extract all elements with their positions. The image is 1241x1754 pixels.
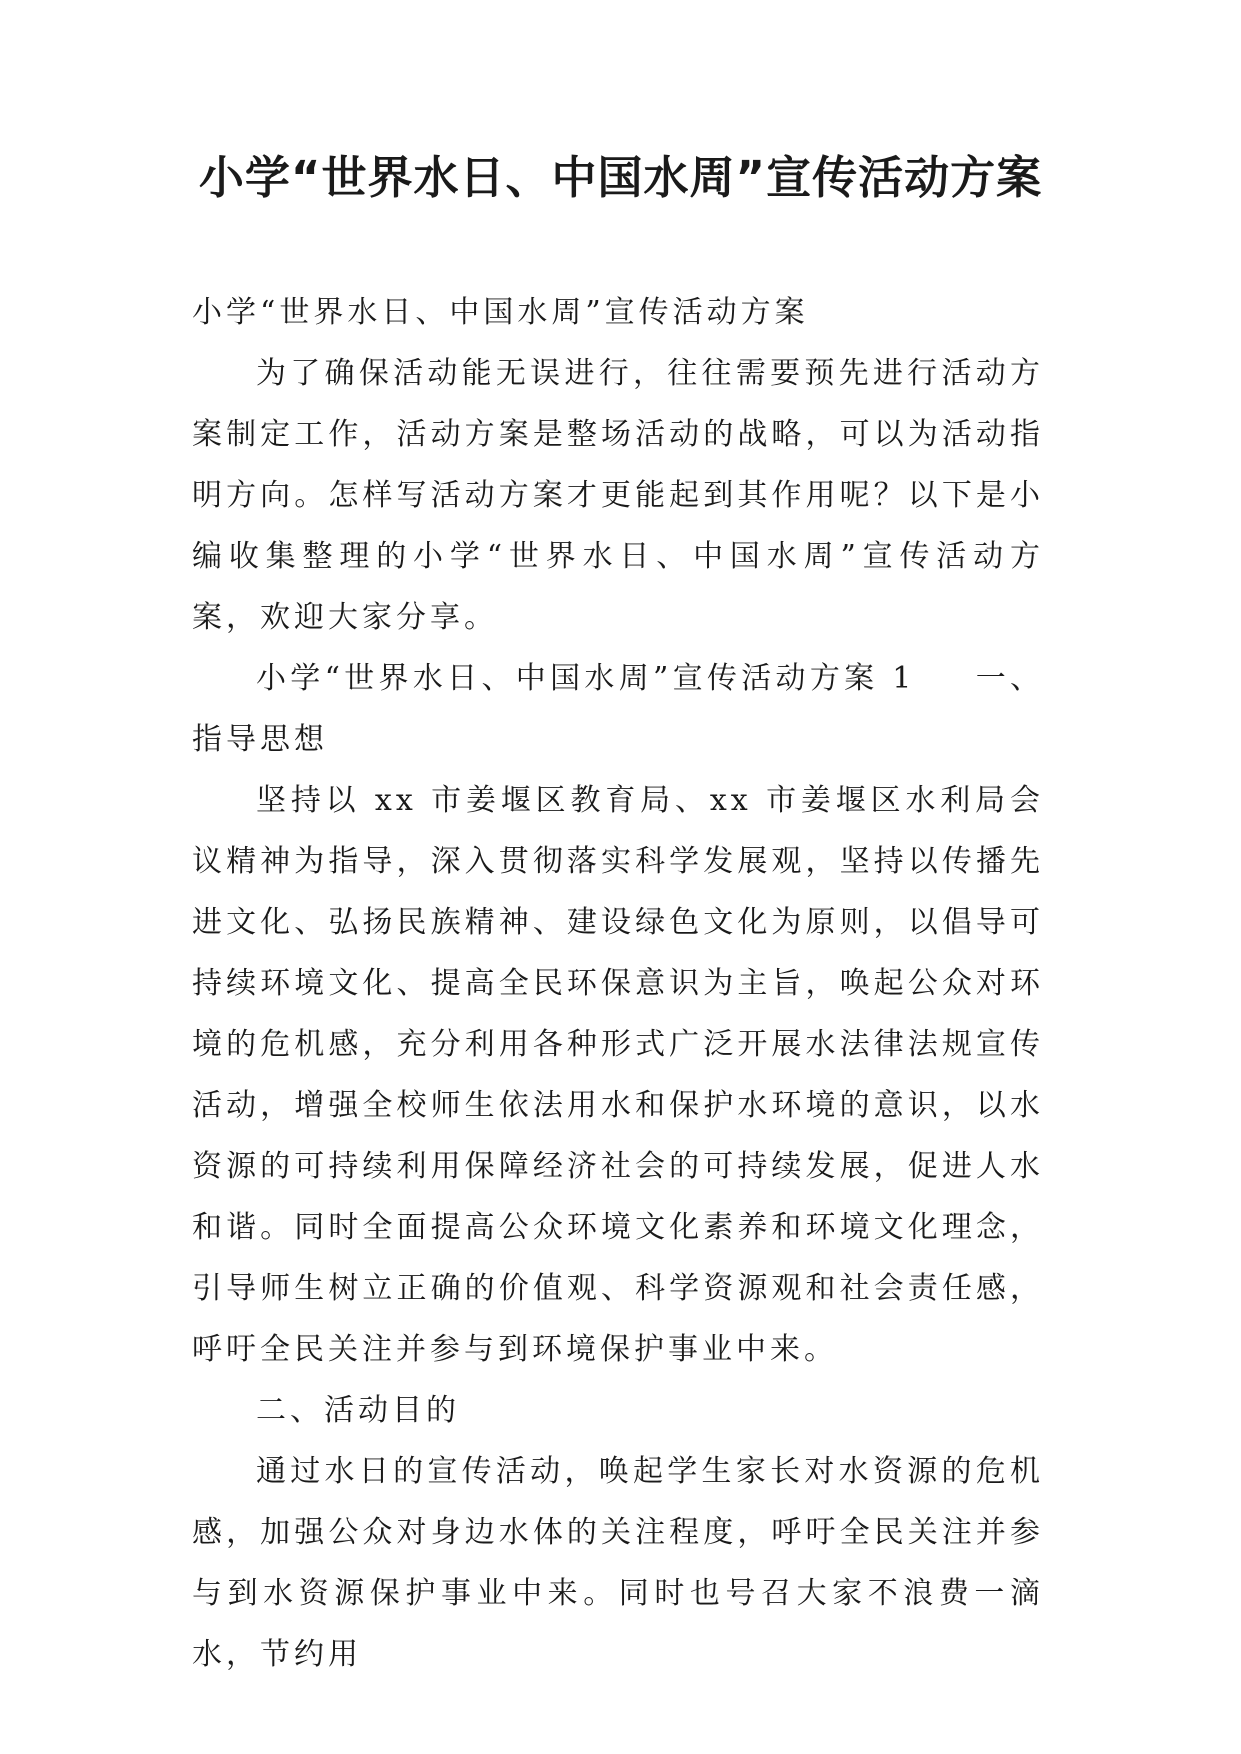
paragraph-subtitle: 小学“世界水日、中国水周”宣传活动方案 bbox=[192, 295, 809, 330]
document-title: 小学“世界水日、中国水周”宣传活动方案 bbox=[198, 151, 1043, 204]
document-body bbox=[192, 282, 1044, 1685]
guiding-ideology-heading: 一、指导思想 bbox=[192, 661, 1044, 757]
plan-heading: 小学“世界水日、中国水周”宣传活动方案 1 bbox=[256, 661, 916, 696]
paragraph-purpose-heading: 二、活动目的 bbox=[256, 1393, 460, 1428]
paragraph-intro: 为了确保活动能无误进行，往往需要预先进行活动方案制定工作，活动方案是整场活动的战略，可以为活动指明方向。怎样写活动方案才更能起到其作用呢？以下是小编收集整理的小学“世界水日、中国水周”宣传活动方案，欢迎大家分享。 bbox=[192, 356, 1044, 635]
paragraph-section-heading bbox=[192, 648, 1044, 770]
paragraph-guiding-ideology: 坚持以 xx 市姜堰区教育局、xx 市姜堰区水利局会议精神为指导，深入贯彻落实科学发展观，坚持以传播先进文化、弘扬民族精神、建设绿色文化为原则，以倡导可持续环境文化、提高全民环保意识为主旨，唤起公众对环境的危机感，充分利用各种形式广泛开展水法律法规宣传活动，增强全校师生依法用水和保护水环境的意识，以水资源的可持续利用保障经济社会的可持续发展，促进人水和谐。同时全面提高公众环境文化素养和环境文化理念，引导师生树立正确的价值观、科学资源观和社会责任感，呼吁全民关注并参与到环境保护事业中来。 bbox=[192, 783, 1044, 1367]
paragraph-purpose: 通过水日的宣传活动，唤起学生家长对水资源的危机感，加强公众对身边水体的关注程度，呼吁全民关注并参与到水资源保护事业中来。同时也号召大家不浪费一滴水，节约用 bbox=[192, 1454, 1044, 1672]
